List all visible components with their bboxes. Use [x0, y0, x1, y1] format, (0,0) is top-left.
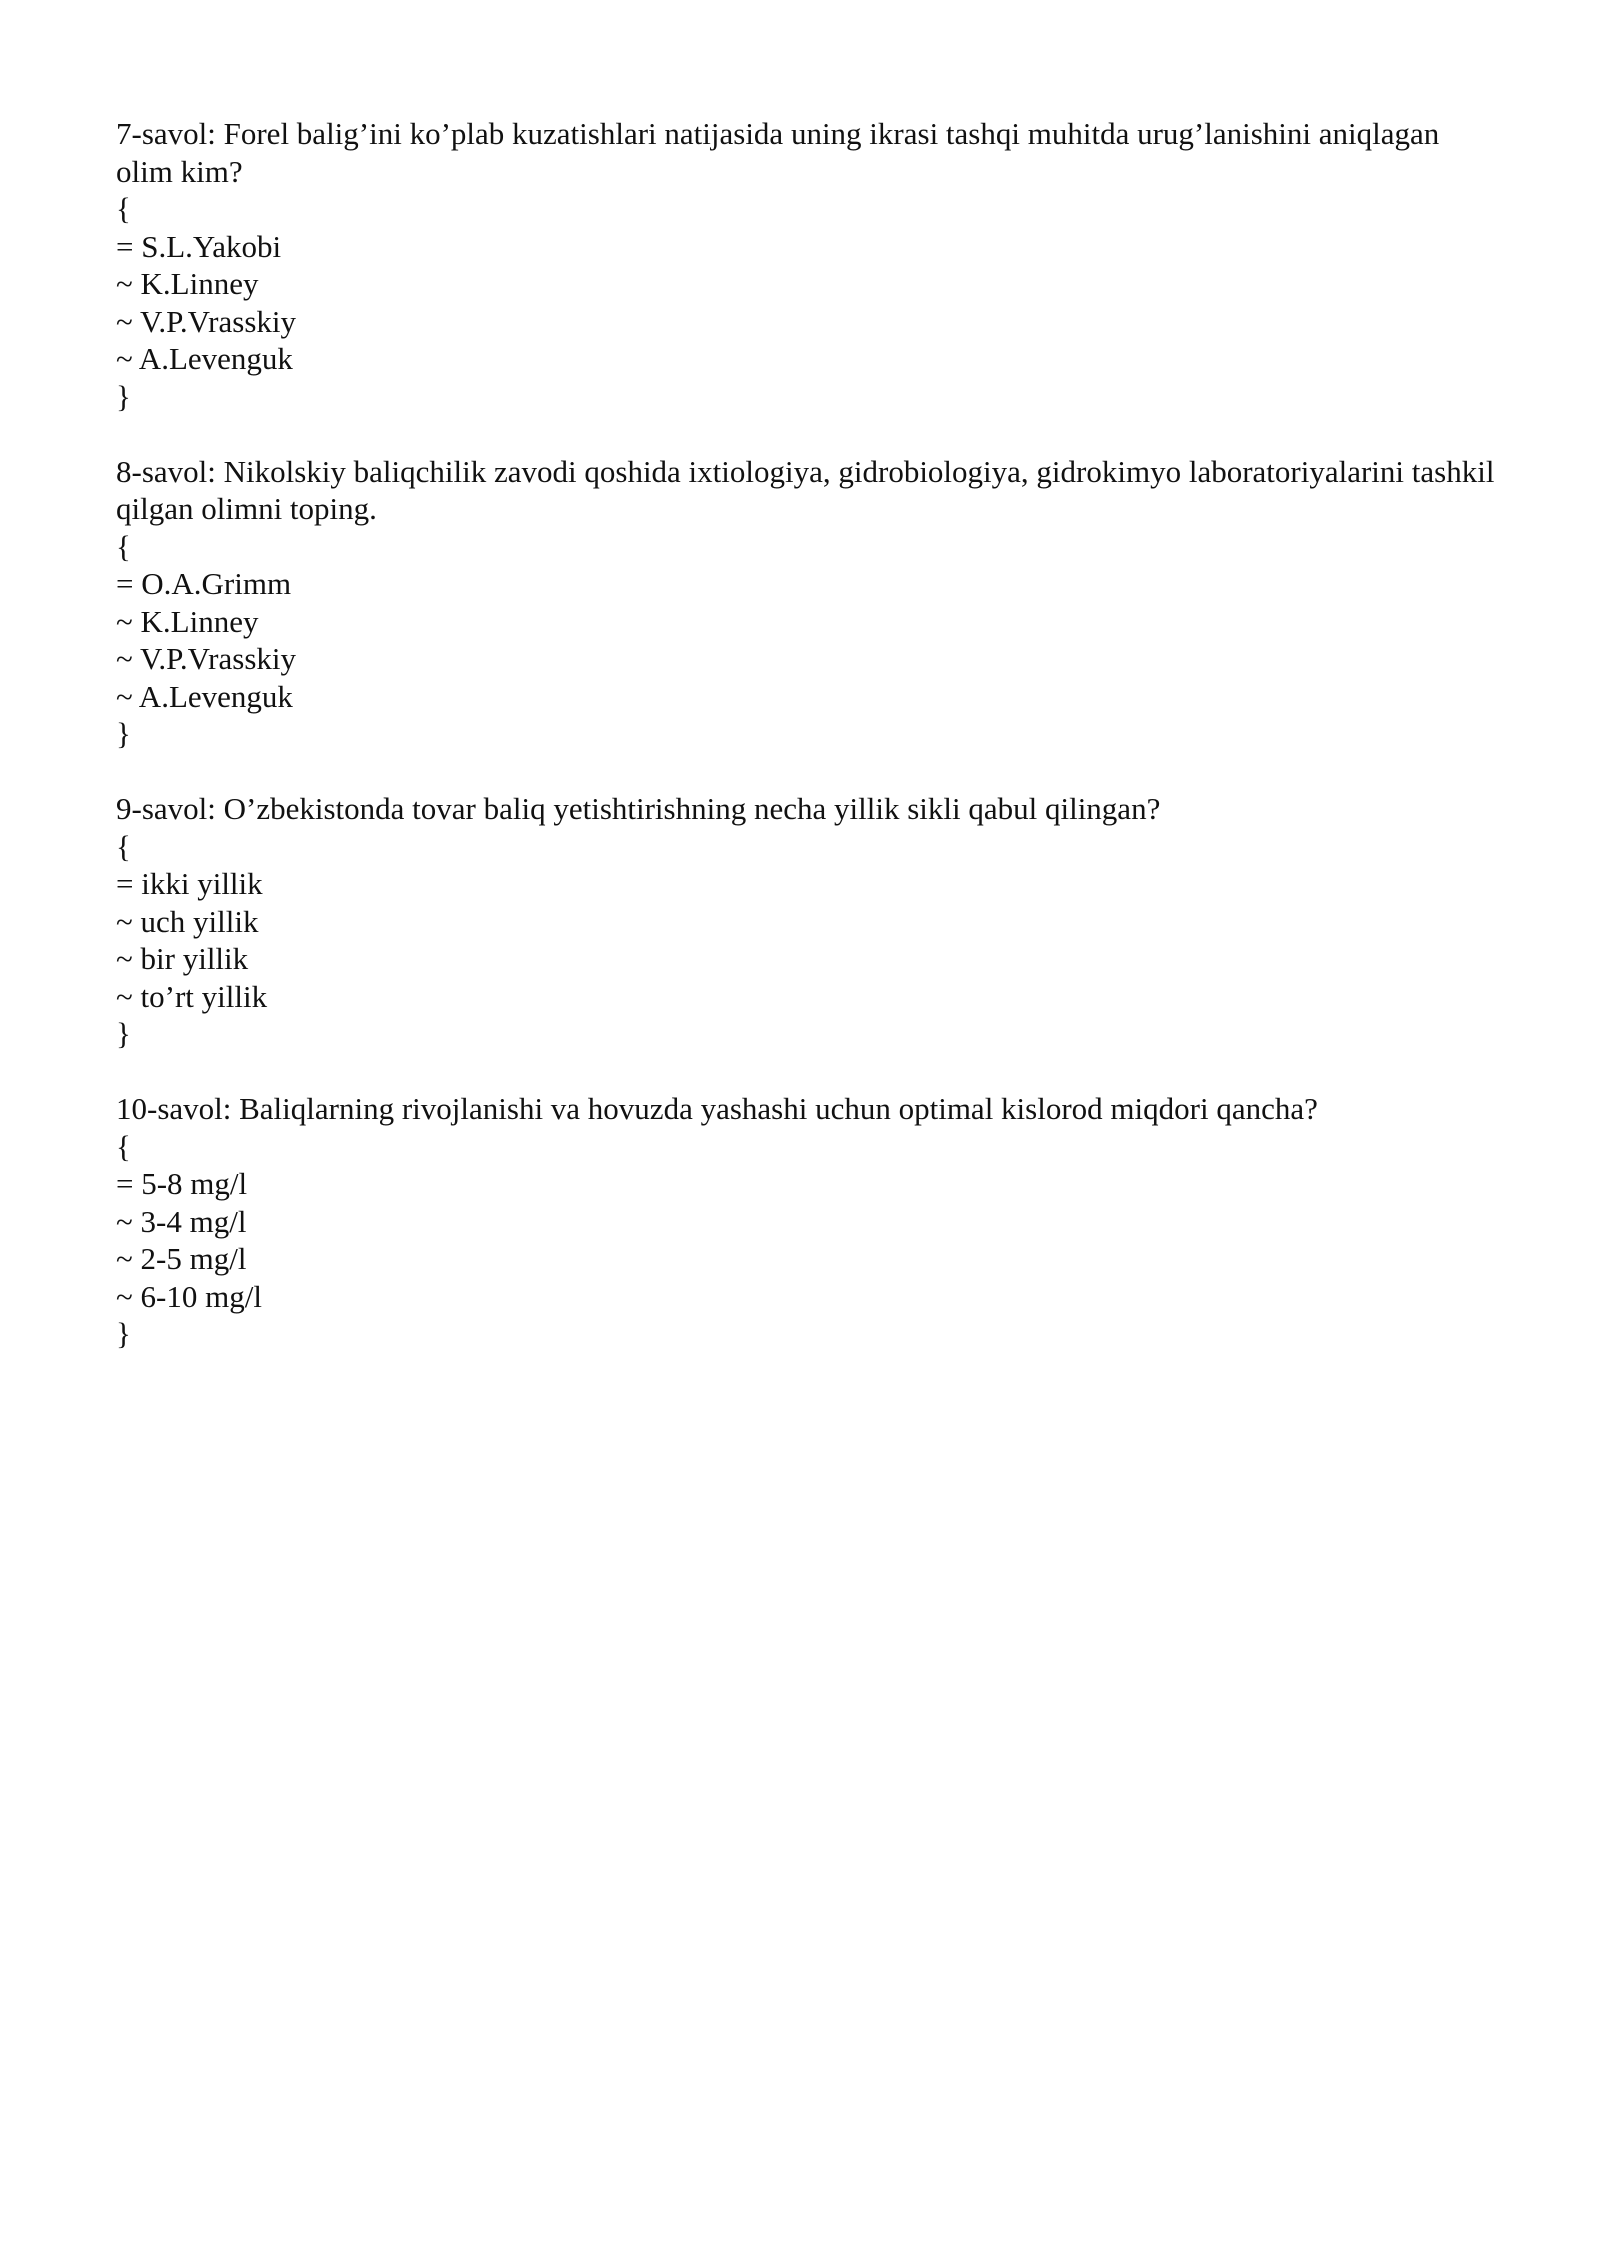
question-text: 10-savol: Baliqlarning rivojlanishi va hovuzda yashashi uchun optimal kislorod miqdori qancha? [116, 1091, 1318, 1126]
question-list [116, 115, 1503, 1390]
answer-correct: = 5-8 mg/l [116, 1166, 248, 1201]
answer-option: ~ V.P.Vrasskiy [116, 303, 297, 339]
answer-option: ~ 2-5 mg/l [116, 1241, 247, 1276]
close-brace: } [116, 716, 131, 751]
question-block-8 [116, 453, 1503, 753]
answer-correct: = O.A.Grimm [116, 566, 292, 601]
open-brace: { [116, 1128, 131, 1164]
answer-correct: = S.L.Yakobi [116, 228, 282, 264]
question-text: 8-savol: Nikolskiy baliqchilik zavodi qoshida ixtiologiya, gidrobiologiya, gidrokimyo laboratoriyalarini tashkil qilgan olimni toping. [116, 453, 1503, 526]
answer-correct: = ikki yillik [116, 866, 263, 901]
close-brace: } [116, 378, 131, 414]
question-block-9 [116, 790, 1496, 1053]
close-brace: } [116, 1016, 131, 1051]
question-text: 9-savol: O’zbekistonda tovar baliq yetishtirishning necha yillik sikli qabul qilingan? [116, 791, 1161, 826]
answer-option: ~ K.Linney [116, 266, 259, 301]
answer-option: ~ 3-4 mg/l [116, 1203, 247, 1239]
open-brace: { [116, 528, 131, 564]
open-brace: { [116, 191, 131, 226]
answer-option: ~ V.P.Vrasskiy [116, 641, 297, 676]
answer-option: ~ uch yillik [116, 903, 259, 939]
answer-option: ~ 6-10 mg/l [116, 1278, 262, 1314]
answer-option: ~ A.Levenguk [116, 341, 293, 376]
answer-option: ~ bir yillik [116, 941, 249, 976]
answer-option: ~ to’rt yillik [116, 978, 268, 1014]
answer-option: ~ K.Linney [116, 603, 259, 639]
answer-option: ~ A.Levenguk [116, 678, 293, 714]
question-text: 7-savol: Forel balig’ini ko’plab kuzatishlari natijasida uning ikrasi tashqi muhitda urug’lanishini aniqlagan olim kim? [116, 116, 1448, 189]
close-brace: } [116, 1316, 131, 1351]
question-block-10 [116, 1090, 1496, 1353]
open-brace: { [116, 828, 131, 864]
question-block-7 [116, 115, 1496, 415]
